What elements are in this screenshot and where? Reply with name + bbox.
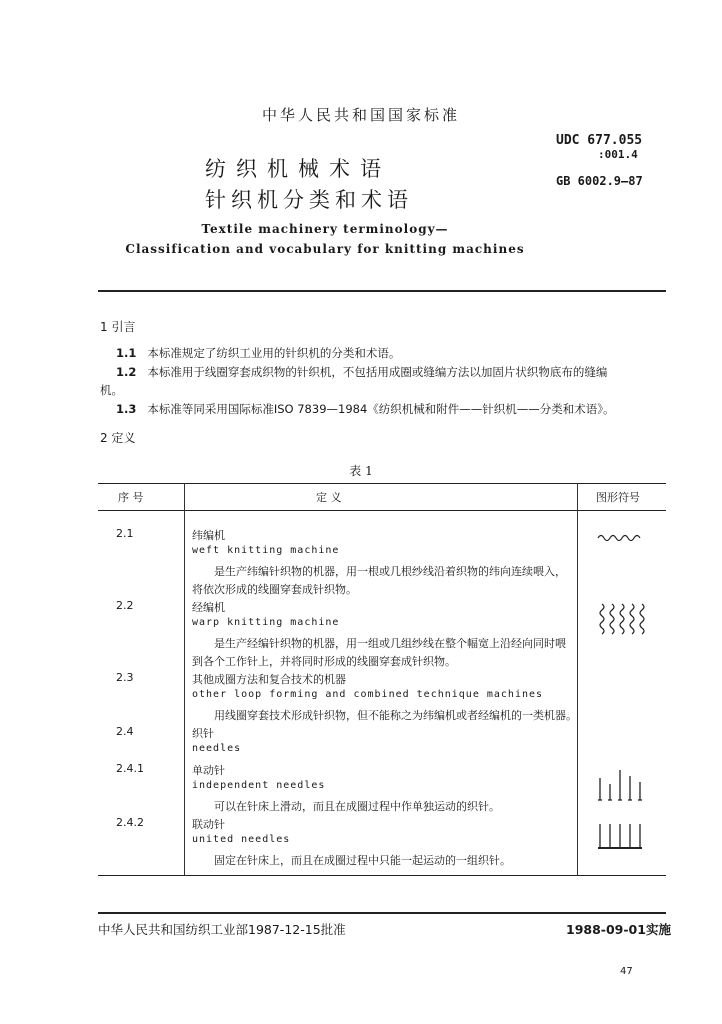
row-term-en: other loop forming and combined technique machines xyxy=(192,689,544,700)
gb-number: GB 6002.9—87 xyxy=(556,174,643,188)
header-seq: 序 号 xyxy=(118,491,144,504)
approval-line: 中华人民共和国纺织工业部1987-12-15批准 xyxy=(98,922,346,937)
title-line-1: 纺织机械术语 xyxy=(205,157,391,181)
page-number: 47 xyxy=(620,966,633,977)
row-desc: 固定在针床上，而且在成圈过程中只能一起运动的一组织针。 xyxy=(214,854,511,867)
row-number: 2.2 xyxy=(116,599,134,612)
title-line-2: 针织机分类和术语 xyxy=(205,188,413,212)
row-term-cn: 联动针 xyxy=(192,818,225,831)
english-title-line-1: Textile machinery terminology— xyxy=(201,222,449,236)
row-term-en: needles xyxy=(192,743,242,754)
clause-number: 1.1 xyxy=(116,346,137,360)
footer-divider xyxy=(98,912,666,914)
row-term-cn: 纬编机 xyxy=(192,529,225,542)
header-symbol: 图形符号 xyxy=(596,491,640,504)
clause-text: 本标准等同采用国际标准ISO 7839—1984《纺织机械和附件——针织机——分类和术语》。 xyxy=(147,402,615,416)
clause-number: 1.3 xyxy=(116,402,137,416)
section-1-heading: 1 引言 xyxy=(100,320,136,334)
row-term-cn: 经编机 xyxy=(192,601,225,614)
clause-1-3 xyxy=(116,401,615,417)
row-desc: 可以在针床上滑动，而且在成圈过程中作单独运动的织针。 xyxy=(214,800,500,813)
row-term-en: weft knitting machine xyxy=(192,545,340,556)
section-2-heading: 2 定义 xyxy=(100,431,136,445)
clause-1-2 xyxy=(116,364,607,380)
clause-1-2-continued: 机。 xyxy=(100,383,123,397)
row-number: 2.4 xyxy=(116,725,134,738)
table-bottom-border xyxy=(98,875,666,876)
header-def: 定 义 xyxy=(316,491,342,504)
row-term-en: united needles xyxy=(192,834,291,845)
row-number: 2.4.1 xyxy=(116,762,144,775)
row-desc: 是生产经编针织物的机器，用一组或几组纱线在整个幅宽上沿经向同时喂 xyxy=(214,637,566,650)
clause-text: 本标准规定了纺织工业用的针织机的分类和术语。 xyxy=(147,346,401,360)
independent-needles-icon xyxy=(596,764,646,804)
header-divider xyxy=(98,290,666,292)
clause-text: 本标准用于线圈穿套成织物的针织机，不包括用成圈或缝编方法以加固片状织物底布的缝编 xyxy=(147,365,608,379)
table-caption: 表 1 xyxy=(349,464,373,478)
clause-number: 1.2 xyxy=(116,365,137,379)
english-title-line-2: Classification and vocabulary for knitting machines xyxy=(125,242,525,256)
weft-wave-icon xyxy=(596,530,646,544)
row-term-cn: 单动针 xyxy=(192,764,225,777)
row-term-cn: 织针 xyxy=(192,727,214,740)
warp-zigzag-icon xyxy=(596,602,652,638)
column-divider-1 xyxy=(184,483,185,875)
row-number: 2.1 xyxy=(116,527,134,540)
row-term-en: independent needles xyxy=(192,780,326,791)
implementation-date: 1988-09-01实施 xyxy=(566,922,671,937)
row-desc: 将依次形成的线圈穿套成针织物。 xyxy=(192,583,357,596)
row-term-cn: 其他成圈方法和复合技术的机器 xyxy=(192,673,346,686)
clause-1-1 xyxy=(116,345,400,361)
column-divider-2 xyxy=(577,483,578,875)
udc-number: UDC 677.055 xyxy=(556,133,643,148)
row-desc: 是生产纬编针织物的机器，用一根或几根纱线沿着织物的纬向连续喂入， xyxy=(214,565,566,578)
row-term-en: warp knitting machine xyxy=(192,617,340,628)
row-number: 2.3 xyxy=(116,671,134,684)
row-number: 2.4.2 xyxy=(116,816,144,829)
national-standard-heading: 中华人民共和国国家标准 xyxy=(261,106,460,124)
united-needles-icon xyxy=(596,818,646,854)
row-desc: 到各个工作针上，并将同时形成的线圈穿套成针织物。 xyxy=(192,655,456,668)
udc-subnumber: :001.4 xyxy=(598,148,638,161)
row-desc: 用线圈穿套技术形成针织物，但不能称之为纬编机或者经编机的一类机器。 xyxy=(214,709,577,722)
